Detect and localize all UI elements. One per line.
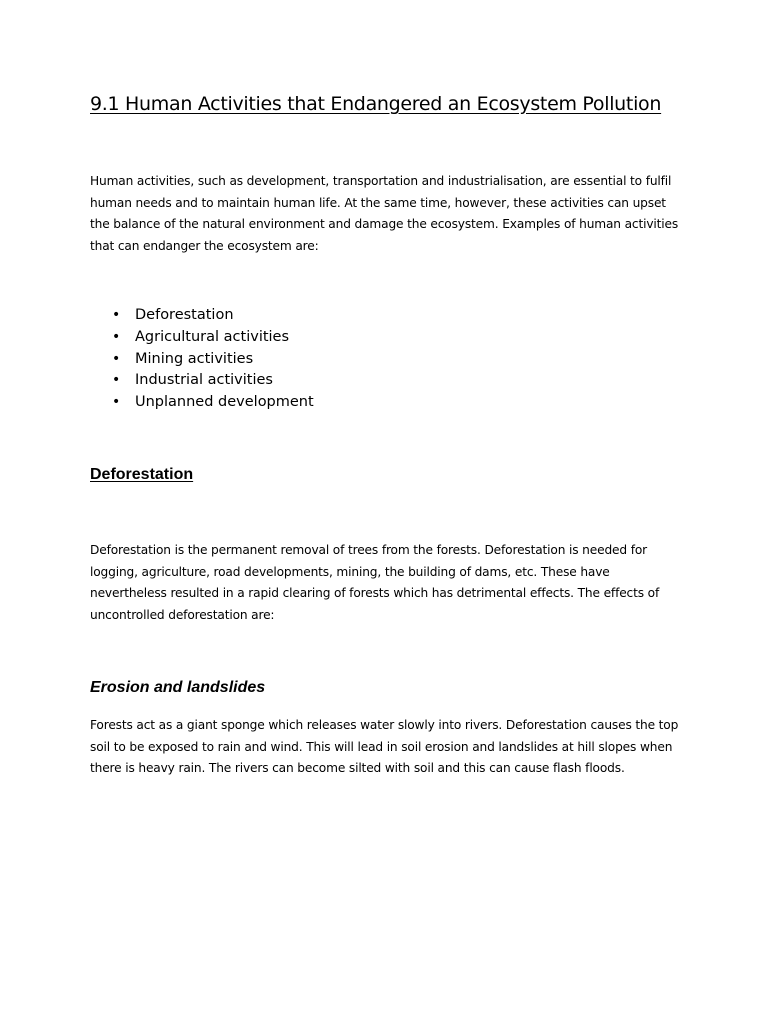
erosion-paragraph: Forests act as a giant sponge which releases water slowly into rivers. Deforestation causes the top soil to be exposed to rain and wind. This will lead in soil erosion and landslides at hill slopes when there is heavy rain. The rivers can become silted with soil and this can cause flash floods. — [90, 718, 679, 776]
bullet-icon: • — [112, 394, 121, 411]
deforestation-heading: Deforestation — [90, 466, 194, 483]
bullet-icon: • — [112, 372, 121, 389]
bullet-icon: • — [112, 307, 121, 323]
list-item — [112, 305, 314, 327]
list-item — [112, 370, 314, 392]
page-title: 9.1 Human Activities that Endangered an Ecosystem Pollution — [90, 93, 662, 115]
list-item-label: Unplanned development — [135, 394, 314, 411]
intro-paragraph: Human activities, such as development, transportation and industrialisation, are essential to fulfil human needs and to maintain human life. At the same time, however, these activities can upset the balance of the natural environment and damage the ecosystem. Examples of human activities that can endanger the ecosystem are: — [90, 174, 679, 254]
activities-list — [112, 305, 314, 414]
list-item — [112, 327, 314, 349]
erosion-heading: Erosion and landslides — [90, 679, 266, 696]
list-item-label: Industrial activities — [135, 372, 273, 389]
list-item-label: Mining activities — [135, 350, 254, 367]
deforestation-paragraph: Deforestation is the permanent removal of trees from the forests. Deforestation is needed for logging, agriculture, road developments, mining, the building of dams, etc. These have nevertheless resulted in a rapid clearing of forests which has detrimental effects. The effects of uncontrolled deforestation are: — [90, 543, 660, 623]
list-item — [112, 349, 314, 371]
bullet-icon: • — [112, 350, 121, 367]
bullet-icon: • — [112, 328, 121, 345]
list-item-label: Deforestation — [135, 307, 234, 323]
list-item — [112, 392, 314, 414]
list-item-label: Agricultural activities — [135, 328, 290, 345]
